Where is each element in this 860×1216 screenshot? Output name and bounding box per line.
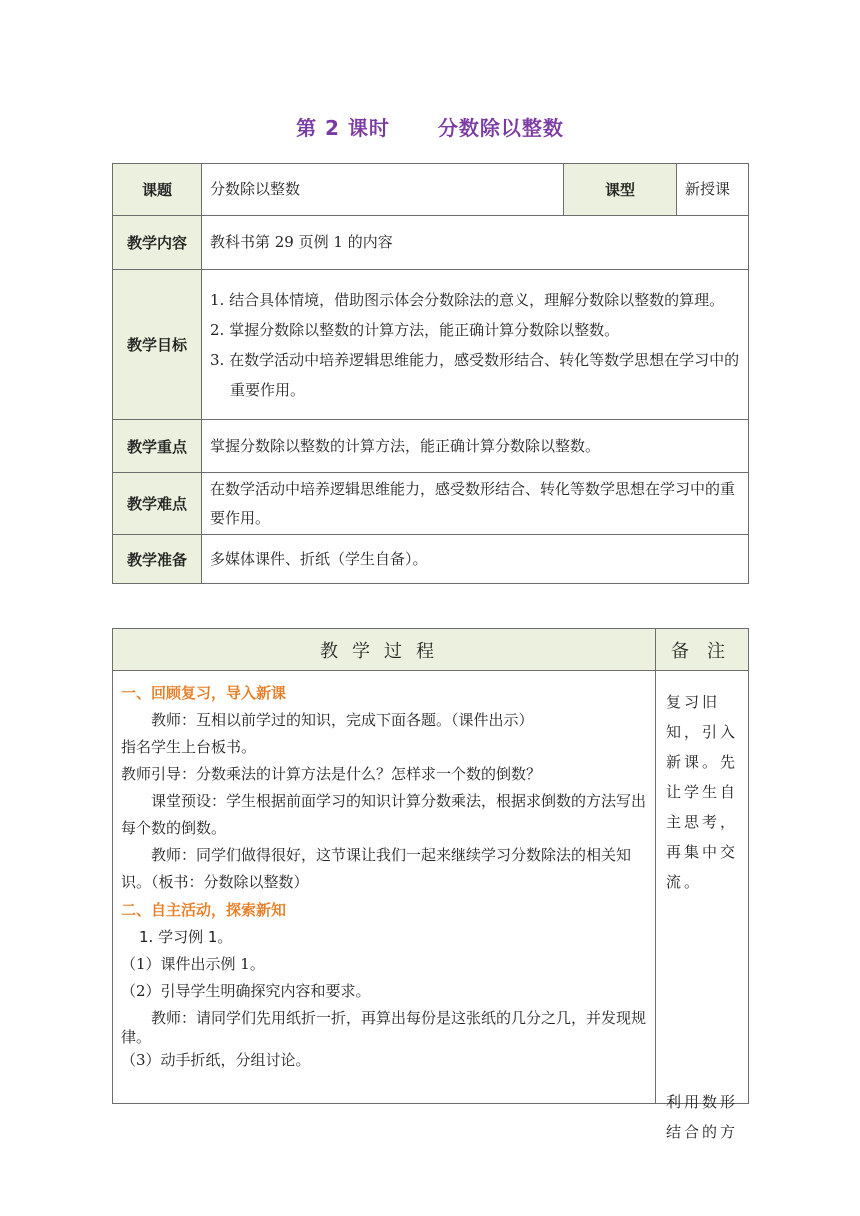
paragraph: 课堂预设：学生根据前面学习的知识计算分数乘法，根据求倒数的方法写出每个数的倒数。	[121, 792, 647, 837]
process-body-row	[113, 671, 749, 1104]
goal-item: 3. 在数学活动中培养逻辑思维能力，感受数形结合、转化等数学思想在学习中的重要作用。	[210, 350, 740, 399]
lesson-info-table	[112, 163, 749, 584]
goal-item: 1. 结合具体情境，借助图示体会分数除法的意义，理解分数除以整数的算理。	[210, 290, 725, 309]
key-row	[113, 420, 749, 473]
note-text: 复习旧知，引入新课。先让学生自主思考，再集中交流。	[666, 693, 739, 891]
content-value: 教科书第 29 页例 1 的内容	[202, 216, 749, 270]
paragraph: 教师引导：分数乘法的计算方法是什么？怎样求一个数的倒数？	[121, 765, 542, 783]
paragraph: （1）课件出示例 1。	[121, 955, 265, 973]
section-heading: 一、回顾复习，导入新课	[121, 684, 287, 702]
difficulty-label: 教学难点	[113, 473, 202, 535]
goals-list	[202, 270, 749, 420]
page-title	[0, 112, 860, 141]
paragraph: 指名学生上台板书。	[121, 738, 257, 756]
note-text: 利用数形结合的方	[666, 1093, 739, 1141]
paragraph: 教师：互相以前学过的知识，完成下面各题。（课件出示）	[151, 711, 534, 729]
paragraph: （3）动手折纸，分组讨论。	[121, 1051, 311, 1069]
goals-row	[113, 270, 749, 420]
goal-item: 2. 掌握分数除以整数的计算方法，能正确计算分数除以整数。	[210, 320, 620, 339]
section-heading: 二、自主活动，探索新知	[121, 901, 287, 919]
paragraph: 教师：请同学们先用纸折一折，再算出每份是这张纸的几分之几，并发现规律。	[121, 1009, 647, 1046]
process-header-row	[113, 629, 749, 671]
prep-row	[113, 535, 749, 584]
goals-label: 教学目标	[113, 270, 202, 420]
subject-row	[113, 164, 749, 216]
content-row	[113, 216, 749, 270]
prep-value: 多媒体课件、折纸（学生自备）。	[202, 535, 749, 584]
difficulty-value: 在数学活动中培养逻辑思维能力，感受数形结合、转化等数学思想在学习中的重要作用。	[202, 473, 749, 535]
subject-label: 课题	[113, 164, 202, 216]
sub-heading: 1. 学习例 1。	[139, 928, 233, 946]
teaching-process-table	[112, 628, 749, 1141]
paragraph: （2）引导学生明确探究内容和要求。	[121, 982, 371, 1000]
subject-value: 分数除以整数	[202, 164, 564, 216]
process-content	[113, 671, 656, 1104]
notes-header: 备注	[656, 629, 749, 671]
paragraph: 教师：同学们做得很好，这节课让我们一起来继续学习分数除法的相关知识。（板书：分数除以整数）	[121, 846, 632, 891]
key-label: 教学重点	[113, 420, 202, 473]
content-label: 教学内容	[113, 216, 202, 270]
lesson-number: 第 2 课时	[296, 116, 390, 140]
lesson-topic: 分数除以整数	[437, 116, 564, 140]
prep-label: 教学准备	[113, 535, 202, 584]
key-value: 掌握分数除以整数的计算方法，能正确计算分数除以整数。	[202, 420, 749, 473]
process-header: 教学过程	[113, 629, 656, 671]
type-value: 新授课	[677, 164, 749, 216]
notes-column	[656, 671, 749, 1141]
type-label: 课型	[564, 164, 677, 216]
difficulty-row	[113, 473, 749, 535]
